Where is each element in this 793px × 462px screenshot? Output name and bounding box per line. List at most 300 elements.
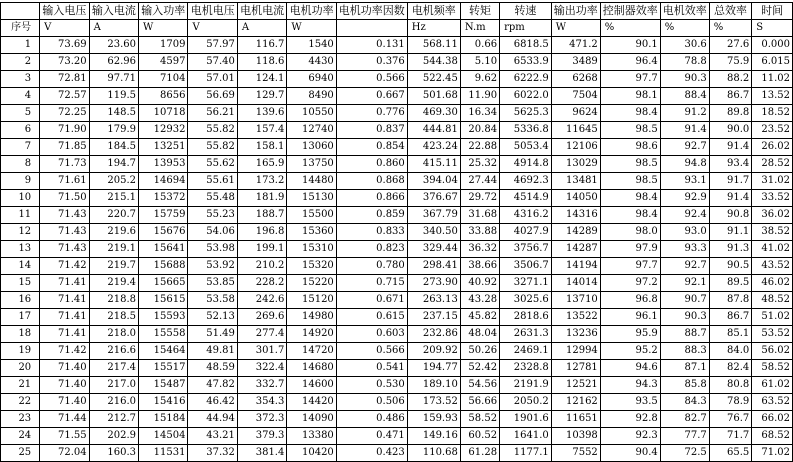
table-cell: 1641.0 xyxy=(500,428,552,445)
table-cell: 97.7 xyxy=(600,71,660,88)
table-cell: 11.90 xyxy=(460,88,499,105)
table-cell: 55.48 xyxy=(188,190,237,207)
table-cell: 2818.6 xyxy=(500,309,552,326)
table-cell: 30.6 xyxy=(660,37,709,54)
table-cell: 415.11 xyxy=(407,156,460,173)
table-cell: 15558 xyxy=(139,326,188,343)
table-cell: 20.84 xyxy=(460,122,499,139)
table-cell: 0.486 xyxy=(336,411,407,428)
table-cell: 11.02 xyxy=(752,71,793,88)
table-cell: 14194 xyxy=(551,258,600,275)
table-cell: 3271.1 xyxy=(500,275,552,292)
row-index-cell: 9 xyxy=(1,173,40,190)
index-label-cell: 序号 xyxy=(1,20,40,37)
table-cell: 212.7 xyxy=(89,411,138,428)
table-cell: 90.7 xyxy=(660,292,709,309)
table-cell: 16.34 xyxy=(460,105,499,122)
row-index-cell: 17 xyxy=(1,309,40,326)
table-cell: 90.8 xyxy=(709,207,752,224)
row-index-cell: 2 xyxy=(1,54,40,71)
table-cell: 91.4 xyxy=(660,122,709,139)
table-row xyxy=(1,411,793,428)
table-cell: 87.8 xyxy=(709,292,752,309)
table-cell: 50.26 xyxy=(460,343,499,360)
table-cell: 8656 xyxy=(139,88,188,105)
table-cell: 15464 xyxy=(139,343,188,360)
table-cell: 14980 xyxy=(287,309,336,326)
table-cell: 13029 xyxy=(551,156,600,173)
table-cell: 97.9 xyxy=(600,241,660,258)
table-cell: 88.3 xyxy=(660,343,709,360)
table-cell: 72.04 xyxy=(40,445,89,462)
table-cell: 0.566 xyxy=(336,71,407,88)
table-cell: 15641 xyxy=(139,241,188,258)
header-cell: 电机电压 xyxy=(188,3,237,20)
table-cell: 73.69 xyxy=(40,37,89,54)
table-row xyxy=(1,88,793,105)
row-index-cell: 13 xyxy=(1,241,40,258)
table-cell: 217.4 xyxy=(89,360,138,377)
table-cell: 91.2 xyxy=(660,105,709,122)
table-cell: 71.61 xyxy=(40,173,89,190)
table-row xyxy=(1,122,793,139)
table-cell: 0.866 xyxy=(336,190,407,207)
table-cell: 36.32 xyxy=(460,241,499,258)
table-cell: 72.5 xyxy=(660,445,709,462)
table-cell: 332.7 xyxy=(237,377,286,394)
table-cell: 15220 xyxy=(287,275,336,292)
table-row xyxy=(1,275,793,292)
table-cell: 184.5 xyxy=(89,139,138,156)
table-cell: 15360 xyxy=(287,224,336,241)
row-index-cell: 21 xyxy=(1,377,40,394)
header-cell: 控制器效率 xyxy=(600,3,660,20)
table-cell: 0.530 xyxy=(336,377,407,394)
table-cell: 219.1 xyxy=(89,241,138,258)
table-cell: 71.40 xyxy=(40,394,89,411)
table-cell: 63.52 xyxy=(752,394,793,411)
table-cell: 92.4 xyxy=(660,207,709,224)
table-cell: 94.8 xyxy=(660,156,709,173)
table-cell: 522.45 xyxy=(407,71,460,88)
table-cell: 91.1 xyxy=(709,224,752,241)
row-index-cell: 10 xyxy=(1,190,40,207)
table-cell: 57.97 xyxy=(188,37,237,54)
table-cell: 90.5 xyxy=(709,258,752,275)
table-cell: 12932 xyxy=(139,122,188,139)
table-cell: 165.9 xyxy=(237,156,286,173)
table-cell: 394.04 xyxy=(407,173,460,190)
header-cell: 输入电流 xyxy=(89,3,138,20)
row-index-cell: 25 xyxy=(1,445,40,462)
table-cell: 90.3 xyxy=(660,309,709,326)
table-cell: 0.376 xyxy=(336,54,407,71)
table-cell: 6022.0 xyxy=(500,88,552,105)
table-cell: 5053.4 xyxy=(500,139,552,156)
table-cell: 4597 xyxy=(139,54,188,71)
table-cell: 0.837 xyxy=(336,122,407,139)
table-cell: 14289 xyxy=(551,224,600,241)
table-cell: 13251 xyxy=(139,139,188,156)
table-cell: 97.71 xyxy=(89,71,138,88)
table-cell: 49.81 xyxy=(188,343,237,360)
table-cell: 71.43 xyxy=(40,241,89,258)
header-cell: 电机功率因数 xyxy=(336,3,407,20)
unit-cell: rpm xyxy=(500,20,552,37)
table-cell: 124.1 xyxy=(237,71,286,88)
table-row xyxy=(1,343,793,360)
table-cell: 149.16 xyxy=(407,428,460,445)
table-cell: 98.4 xyxy=(600,105,660,122)
header-cell: 转矩 xyxy=(460,3,499,20)
table-cell: 71.41 xyxy=(40,292,89,309)
row-index-cell: 19 xyxy=(1,343,40,360)
table-cell: 98.1 xyxy=(600,88,660,105)
table-cell: 71.50 xyxy=(40,190,89,207)
unit-cell: % xyxy=(660,20,709,37)
table-cell: 10420 xyxy=(287,445,336,462)
table-cell: 71.7 xyxy=(709,428,752,445)
unit-cell: Hz xyxy=(407,20,460,37)
row-index-cell: 6 xyxy=(1,122,40,139)
table-cell: 5625.3 xyxy=(500,105,552,122)
table-cell: 27.6 xyxy=(709,37,752,54)
table-cell: 98.5 xyxy=(600,156,660,173)
table-cell: 23.60 xyxy=(89,37,138,54)
table-cell: 71.44 xyxy=(40,411,89,428)
table-cell: 53.92 xyxy=(188,258,237,275)
table-cell: 367.79 xyxy=(407,207,460,224)
table-cell: 61.02 xyxy=(752,377,793,394)
table-cell: 91.4 xyxy=(709,139,752,156)
table-cell: 71.41 xyxy=(40,275,89,292)
table-cell: 0.833 xyxy=(336,224,407,241)
table-cell: 237.15 xyxy=(407,309,460,326)
table-cell: 0.860 xyxy=(336,156,407,173)
table-cell: 71.90 xyxy=(40,122,89,139)
table-cell: 15517 xyxy=(139,360,188,377)
table-row xyxy=(1,292,793,309)
table-cell: 6222.9 xyxy=(500,71,552,88)
row-index-cell: 18 xyxy=(1,326,40,343)
table-cell: 501.68 xyxy=(407,88,460,105)
table-cell: 10550 xyxy=(287,105,336,122)
table-row xyxy=(1,37,793,54)
table-row xyxy=(1,54,793,71)
table-cell: 90.3 xyxy=(660,71,709,88)
table-cell: 94.6 xyxy=(600,360,660,377)
header-cell: 输出功率 xyxy=(551,3,600,20)
table-cell: 322.4 xyxy=(237,360,286,377)
table-cell: 71.41 xyxy=(40,309,89,326)
unit-cell: N.m xyxy=(460,20,499,37)
header-cell: 转速 xyxy=(500,3,552,20)
table-cell: 6.015 xyxy=(752,54,793,71)
table-cell: 90.4 xyxy=(600,445,660,462)
table-cell: 194.77 xyxy=(407,360,460,377)
table-cell: 15615 xyxy=(139,292,188,309)
table-cell: 14504 xyxy=(139,428,188,445)
table-cell: 471.2 xyxy=(551,37,600,54)
table-row xyxy=(1,445,793,462)
table-cell: 55.61 xyxy=(188,173,237,190)
table-cell: 90.1 xyxy=(600,37,660,54)
table-cell: 219.6 xyxy=(89,224,138,241)
table-cell: 71.41 xyxy=(40,326,89,343)
table-cell: 45.82 xyxy=(460,309,499,326)
table-cell: 139.6 xyxy=(237,105,286,122)
row-index-cell: 24 xyxy=(1,428,40,445)
table-cell: 23.52 xyxy=(752,122,793,139)
table-cell: 15310 xyxy=(287,241,336,258)
table-cell: 148.5 xyxy=(89,105,138,122)
table-cell: 13236 xyxy=(551,326,600,343)
table-cell: 56.21 xyxy=(188,105,237,122)
table-cell: 82.7 xyxy=(660,411,709,428)
table-cell: 88.2 xyxy=(709,71,752,88)
table-cell: 298.41 xyxy=(407,258,460,275)
table-cell: 78.9 xyxy=(709,394,752,411)
table-cell: 85.8 xyxy=(660,377,709,394)
table-cell: 43.21 xyxy=(188,428,237,445)
table-cell: 179.9 xyxy=(89,122,138,139)
table-cell: 7552 xyxy=(551,445,600,462)
table-row xyxy=(1,241,793,258)
row-index-cell: 1 xyxy=(1,37,40,54)
table-cell: 40.92 xyxy=(460,275,499,292)
table-cell: 5.10 xyxy=(460,54,499,71)
table-cell: 95.9 xyxy=(600,326,660,343)
table-cell: 78.8 xyxy=(660,54,709,71)
table-cell: 60.52 xyxy=(460,428,499,445)
table-cell: 92.7 xyxy=(660,139,709,156)
table-cell: 71.42 xyxy=(40,343,89,360)
table-cell: 173.52 xyxy=(407,394,460,411)
table-cell: 31.68 xyxy=(460,207,499,224)
table-cell: 93.3 xyxy=(660,241,709,258)
table-cell: 12781 xyxy=(551,360,600,377)
unit-cell: A xyxy=(89,20,138,37)
header-cell: 时间 xyxy=(752,3,793,20)
table-cell: 44.94 xyxy=(188,411,237,428)
table-cell: 55.62 xyxy=(188,156,237,173)
table-cell: 51.49 xyxy=(188,326,237,343)
table-cell: 88.7 xyxy=(660,326,709,343)
table-cell: 72.57 xyxy=(40,88,89,105)
table-cell: 48.52 xyxy=(752,292,793,309)
table-cell: 75.9 xyxy=(709,54,752,71)
table-cell: 92.3 xyxy=(600,428,660,445)
table-cell: 15120 xyxy=(287,292,336,309)
table-cell: 228.2 xyxy=(237,275,286,292)
table-cell: 15184 xyxy=(139,411,188,428)
table-cell: 53.52 xyxy=(752,326,793,343)
table-cell: 216.0 xyxy=(89,394,138,411)
table-cell: 0.541 xyxy=(336,360,407,377)
table-cell: 263.13 xyxy=(407,292,460,309)
table-cell: 86.7 xyxy=(709,88,752,105)
table-cell: 209.92 xyxy=(407,343,460,360)
table-cell: 12106 xyxy=(551,139,600,156)
table-cell: 61.28 xyxy=(460,445,499,462)
table-cell: 54.56 xyxy=(460,377,499,394)
table-cell: 28.52 xyxy=(752,156,793,173)
table-cell: 15688 xyxy=(139,258,188,275)
table-cell: 15416 xyxy=(139,394,188,411)
header-cell: 电机电流 xyxy=(237,3,286,20)
table-cell: 10398 xyxy=(551,428,600,445)
table-cell: 568.11 xyxy=(407,37,460,54)
header-cell: 总效率 xyxy=(709,3,752,20)
table-cell: 80.8 xyxy=(709,377,752,394)
table-cell: 71.55 xyxy=(40,428,89,445)
table-cell: 469.30 xyxy=(407,105,460,122)
table-cell: 71.43 xyxy=(40,207,89,224)
table-cell: 46.42 xyxy=(188,394,237,411)
table-cell: 58.52 xyxy=(752,360,793,377)
table-cell: 14920 xyxy=(287,326,336,343)
table-row xyxy=(1,394,793,411)
table-cell: 0.615 xyxy=(336,309,407,326)
table-cell: 242.6 xyxy=(237,292,286,309)
table-cell: 55.82 xyxy=(188,139,237,156)
table-cell: 2631.3 xyxy=(500,326,552,343)
table-cell: 329.44 xyxy=(407,241,460,258)
table-cell: 379.3 xyxy=(237,428,286,445)
table-cell: 219.7 xyxy=(89,258,138,275)
table-cell: 56.69 xyxy=(188,88,237,105)
table-cell: 4027.9 xyxy=(500,224,552,241)
row-index-cell: 22 xyxy=(1,394,40,411)
unit-cell: A xyxy=(237,20,286,37)
row-index-cell: 7 xyxy=(1,139,40,156)
table-cell: 13060 xyxy=(287,139,336,156)
table-cell: 269.6 xyxy=(237,309,286,326)
table-cell: 52.13 xyxy=(188,309,237,326)
table-row xyxy=(1,173,793,190)
table-cell: 57.40 xyxy=(188,54,237,71)
table-cell: 2328.8 xyxy=(500,360,552,377)
table-cell: 55.23 xyxy=(188,207,237,224)
table-cell: 0.671 xyxy=(336,292,407,309)
table-cell: 84.0 xyxy=(709,343,752,360)
unit-cell: V xyxy=(40,20,89,37)
table-cell: 15487 xyxy=(139,377,188,394)
table-cell: 158.1 xyxy=(237,139,286,156)
table-cell: 0.868 xyxy=(336,173,407,190)
table-row xyxy=(1,207,793,224)
table-cell: 110.68 xyxy=(407,445,460,462)
table-cell: 14694 xyxy=(139,173,188,190)
table-cell: 157.4 xyxy=(237,122,286,139)
table-cell: 22.88 xyxy=(460,139,499,156)
table-cell: 4914.8 xyxy=(500,156,552,173)
table-cell: 194.7 xyxy=(89,156,138,173)
table-cell: 202.9 xyxy=(89,428,138,445)
table-cell: 1540 xyxy=(287,37,336,54)
table-cell: 8490 xyxy=(287,88,336,105)
table-cell: 340.50 xyxy=(407,224,460,241)
table-row xyxy=(1,224,793,241)
table-cell: 2469.1 xyxy=(500,343,552,360)
table-row xyxy=(1,326,793,343)
table-cell: 72.81 xyxy=(40,71,89,88)
table-cell: 6268 xyxy=(551,71,600,88)
table-cell: 92.9 xyxy=(660,190,709,207)
table-cell: 4430 xyxy=(287,54,336,71)
table-cell: 82.4 xyxy=(709,360,752,377)
table-cell: 0.423 xyxy=(336,445,407,462)
table-cell: 218.8 xyxy=(89,292,138,309)
table-cell: 76.7 xyxy=(709,411,752,428)
table-cell: 13522 xyxy=(551,309,600,326)
table-cell: 56.66 xyxy=(460,394,499,411)
row-index-cell: 11 xyxy=(1,207,40,224)
table-cell: 1901.6 xyxy=(500,411,552,428)
table-cell: 0.506 xyxy=(336,394,407,411)
table-cell: 53.58 xyxy=(188,292,237,309)
table-cell: 189.10 xyxy=(407,377,460,394)
table-cell: 43.28 xyxy=(460,292,499,309)
table-cell: 0.566 xyxy=(336,343,407,360)
unit-cell: % xyxy=(600,20,660,37)
table-cell: 0.780 xyxy=(336,258,407,275)
table-cell: 160.3 xyxy=(89,445,138,462)
table-cell: 215.1 xyxy=(89,190,138,207)
table-row xyxy=(1,139,793,156)
table-cell: 199.1 xyxy=(237,241,286,258)
table-cell: 88.4 xyxy=(660,88,709,105)
table-cell: 188.7 xyxy=(237,207,286,224)
table-cell: 13750 xyxy=(287,156,336,173)
table-cell: 68.52 xyxy=(752,428,793,445)
table-cell: 0.471 xyxy=(336,428,407,445)
table-row xyxy=(1,377,793,394)
table-cell: 96.4 xyxy=(600,54,660,71)
table-cell: 94.3 xyxy=(600,377,660,394)
table-cell: 0.776 xyxy=(336,105,407,122)
table-cell: 4692.3 xyxy=(500,173,552,190)
table-cell: 14316 xyxy=(551,207,600,224)
table-cell: 33.52 xyxy=(752,190,793,207)
table-cell: 14014 xyxy=(551,275,600,292)
unit-cell xyxy=(336,20,407,37)
table-cell: 9624 xyxy=(551,105,600,122)
table-cell: 118.6 xyxy=(237,54,286,71)
table-cell: 444.81 xyxy=(407,122,460,139)
table-cell: 96.8 xyxy=(600,292,660,309)
table-cell: 36.02 xyxy=(752,207,793,224)
table-row xyxy=(1,428,793,445)
table-cell: 85.1 xyxy=(709,326,752,343)
table-cell: 92.1 xyxy=(660,275,709,292)
table-cell: 14600 xyxy=(287,377,336,394)
table-cell: 89.5 xyxy=(709,275,752,292)
table-cell: 210.2 xyxy=(237,258,286,275)
table-cell: 46.02 xyxy=(752,275,793,292)
table-cell: 41.02 xyxy=(752,241,793,258)
table-cell: 11645 xyxy=(551,122,600,139)
table-cell: 91.7 xyxy=(709,173,752,190)
table-cell: 98.6 xyxy=(600,139,660,156)
table-cell: 25.32 xyxy=(460,156,499,173)
table-cell: 48.04 xyxy=(460,326,499,343)
table-cell: 98.5 xyxy=(600,122,660,139)
row-index-cell: 14 xyxy=(1,258,40,275)
table-cell: 73.20 xyxy=(40,54,89,71)
table-cell: 218.0 xyxy=(89,326,138,343)
unit-cell: V xyxy=(188,20,237,37)
